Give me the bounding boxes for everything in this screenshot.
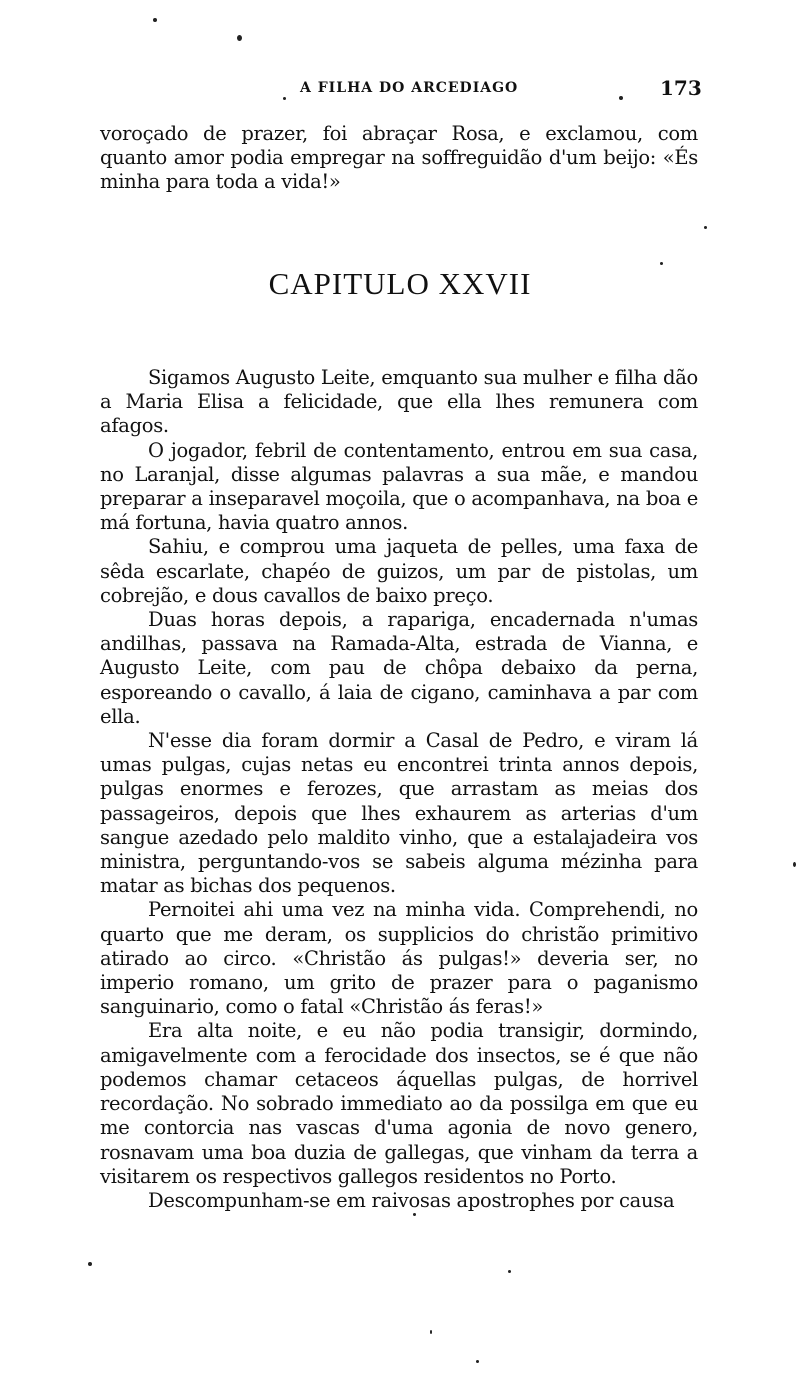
paragraph: Sigamos Augusto Leite, emquanto sua mulher e filha dão a Maria Elisa a felicidade, que ella lhes remunera com afagos. [100,366,698,438]
scan-speck [704,226,707,229]
paragraph: Descompunham-se em raivosas apostrophes por causa [148,1188,675,1212]
scan-speck [508,1270,511,1273]
scan-speck [88,1262,92,1266]
scan-speck [619,96,623,100]
intro-text: voroçado de prazer, foi abraçar Rosa, e exclamou, com quanto amor podia empregar na soffreguidão d'um beijo: «És minha para toda a vida!» [100,122,698,194]
paragraph: Sahiu, e comprou uma jaqueta de pelles, uma faxa de sêda escarlate, chapéo de guizos, um par de pistolas, um cobrejão, e dous cavallos de baixo preço. [100,535,698,607]
paragraph: Era alta noite, e eu não podia transigir, dormindo, amigavelmente com a ferocidade dos insectos, se é que não podemos chamar cetaceos áquellas pulgas, de horrivel recordação. No sobrado immediato ao da possilga em que eu me contorcia nas vascas d'uma agonia de novo genero, rosnavam uma boa duzia de gallegas, que vinham da terra a visitarem os respectivos gallegos residentos no Porto. [100,1019,698,1188]
scan-speck [660,262,663,265]
paragraph: N'esse dia foram dormir a Casal de Pedro, e viram lá umas pulgas, cujas netas eu encontrei trinta annos depois, pulgas enormes e ferozes, que arrastam as meias dos passageiros, depois que lhes exhaurem as arterias d'um sangue azedado pelo maldito vinho, que a estalajadeira vos ministra, perguntando-vos se sabeis alguma mézinha para matar as bichas dos pequenos. [100,729,698,898]
scan-speck [153,18,157,22]
scan-speck [237,35,242,41]
scan-speck [476,1360,479,1363]
paragraph: O jogador, febril de contentamento, entrou em sua casa, no Laranjal, disse algumas palavras a sua mãe, e mandou preparar a inseparavel moçoila, que o acompanhava, na boa e má fortuna, havia quatro annos. [100,438,698,535]
chapter-title: CAPITULO XXVII [268,266,532,301]
scan-speck [283,97,286,100]
chapter-body [100,366,698,1213]
scan-speck [430,1330,432,1334]
running-header: A FILHA DO ARCEDIAGO [300,80,519,96]
paragraph: Pernoitei ahi uma vez na minha vida. Comprehendi, no quarto que me deram, os supplicios do christão primitivo atirado ao circo. «Christão ás pulgas!» deveria ser, no imperio romano, um grito de prazer para o paganismo sanguinario, como o fatal «Christão ás feras!» [100,898,698,1019]
page-number: 173 [660,76,702,100]
scan-speck [793,862,796,867]
scan-speck [413,1213,416,1216]
paragraph: Duas horas depois, a rapariga, encadernada n'umas andilhas, passava na Ramada-Alta, estrada de Vianna, e Augusto Leite, com pau de chôpa debaixo da perna, esporeando o cavallo, á laia de cigano, caminhava a par com ella. [100,608,698,728]
intro-paragraph [100,122,698,195]
